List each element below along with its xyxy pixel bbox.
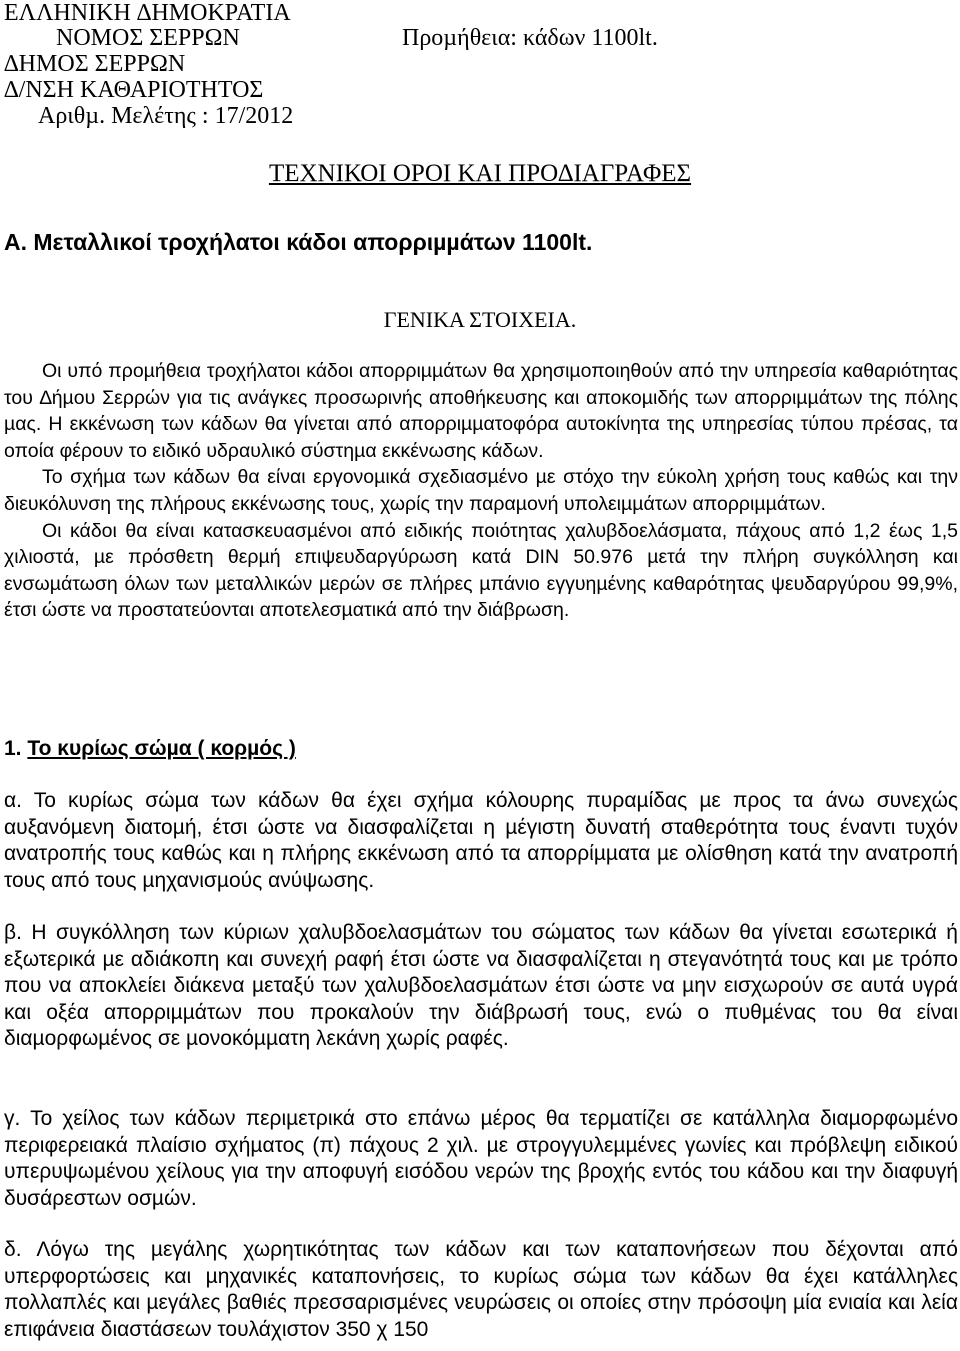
heading-body-number: 1.	[4, 737, 22, 760]
paragraph-delta-text: δ. Λόγω της µεγάλης χωρητικότητας των κάδων και των καταπονήσεων που δέχονται από υπερφορτώσεις και µηχανικές καταπονήσεις, το κυρίως σώµα των κάδων θα έχει κατάλληλες πολλαπλές και µεγάλες βαθιές πρεσσαρισµένες νευρώσεις οι οποίες στην πρόσοψη µία ενιαία και λεία επιφάνεια διαστάσεων τουλάχιστον 350 χ 150	[4, 1238, 958, 1341]
header-study-number: Αριθµ. Μελέτης : 17/2012	[38, 103, 294, 129]
general-paragraph-1: Οι υπό προµήθεια τροχήλατοι κάδοι απορριµµάτων θα χρησιµοποιηθούν από την υπηρεσία καθαριότητας του ∆ήµου Σερρών για τις ανάγκες προσωρινής αποθήκευσης και αποκοµιδής των απορριµµάτων της πόλης µας. Η εκκένωση των κάδων θα γίνεται από απορριµµατοφόρα αυτοκίνητα της υπηρεσίας τύπου πρέσας, τα οποία φέρουν το ειδικό υδραυλικό σύστηµα εκκένωσης κάδων.	[4, 360, 958, 462]
header-supply: Προµήθεια: κάδων 1100lt.	[402, 25, 658, 51]
paragraph-gamma-text: γ. Το χείλος των κάδων περιµετρικά στο επάνω µέρος θα τερµατίζει σε κατάλληλα διαµορφωµένο περιφερειακά πλαίσιο σχήµατος (π) πάχους 2 χιλ. µε στρογγυλεµµένες γωνίες και πρόβλεψη ειδικού υπερυψωµένου χείλους για την αποφυγή εισόδου νερών της βροχής εντός του κάδου και την διαφυγή δυσάρεστων οσµών.	[4, 1107, 958, 1210]
paragraph-gamma	[4, 1106, 958, 1212]
header-municipality: ∆ΗΜΟΣ ΣΕΡΡΩΝ	[4, 51, 186, 77]
general-heading: ΓΕΝΙΚΑ ΣΤΟΙΧΕΙΑ.	[383, 307, 577, 332]
paragraph-beta	[4, 920, 958, 1053]
section-a-heading: Α. Μεταλλικοί τροχήλατοι κάδοι απορριµµάτων 1100lt.	[4, 229, 593, 255]
general-paragraphs	[4, 358, 958, 624]
header-country: ΕΛΛΗΝΙΚΗ ∆ΗΜΟΚΡΑΤΙΑ	[4, 0, 291, 26]
general-paragraph-3: Οι κάδοι θα είναι κατασκευασµένοι από ειδικής ποιότητας χαλυβδοελάσµατα, πάχους από 1,2 έως 1,5 χιλιοστά, µε πρόσθετη θερµή επιψευδαργύρωση κατά DIN 50.976 µετά την πλήρη συγκόλληση και ενσωµάτωση όλων των µεταλλικών µερών σε πλήρες µπάνιο εγγυηµένης καθαρότητας ψευδαργύρου 99,9%, έτσι ώστε να προστατεύονται αποτελεσµατικά από την διάβρωση.	[4, 519, 958, 622]
document-title: ΤΕΧΝΙΚΟΙ ΟΡΟΙ ΚΑΙ ΠΡΟ∆ΙΑΓΡΑΦΕΣ	[268, 160, 692, 187]
paragraph-alpha-text: α. Το κυρίως σώµα των κάδων θα έχει σχήµα κόλουρης πυραµίδας µε προς τα άνω συνεχώς αυξανόµενη διατοµή, έτσι ώστε να διασφαλίζεται η µέγιστη δυνατή σταθερότητα τους έναντι τυχόν ανατροπής τους καθώς και η πλήρης εκκένωση από τα απορρίµµατα µε ολίσθηση κατά την ανατροπή τους από τους µηχανισµούς ανύψωσης.	[4, 789, 958, 892]
heading-body	[4, 737, 296, 761]
paragraph-delta	[4, 1237, 958, 1343]
paragraph-beta-text: β. Η συγκόλληση των κύριων χαλυβδοελασµάτων του σώµατος των κάδων θα γίνεται εσωτερικά ή εξωτερικά µε αδιάκοπη και συνεχή ραφή έτσι ώστε να διασφαλίζεται η στεγανότητά τους και µε τρόπο που να αποκλείει διάκενα µεταξύ των χαλυβδοελασµάτων έτσι ώστε να µην εισχωρούν σε αυτά υγρά και οξέα απορριµµάτων που προκαλούν την διάβρωσή τους, ενώ ο πυθµένας του θα είναι διαµορφωµένος σε µονοκόµµατη λεκάνη χωρίς ραφές.	[4, 921, 958, 1051]
general-paragraph-2: Το σχήµα των κάδων θα είναι εργονοµικά σχεδιασµένο µε στόχο την εύκολη χρήση τους καθώς και την διευκόλυνση της πλήρους εκκένωσης τους, χωρίς την παραµονή υπολειµµάτων απορριµµάτων.	[4, 466, 958, 515]
heading-body-text: Το κυρίως σώµα ( κορµός )	[27, 737, 296, 760]
header-department: ∆/ΝΣΗ ΚΑΘΑΡΙΟΤΗΤΟΣ	[4, 77, 264, 103]
header-prefecture: ΝΟΜΟΣ ΣΕΡΡΩΝ	[56, 25, 240, 51]
paragraph-alpha	[4, 788, 958, 894]
